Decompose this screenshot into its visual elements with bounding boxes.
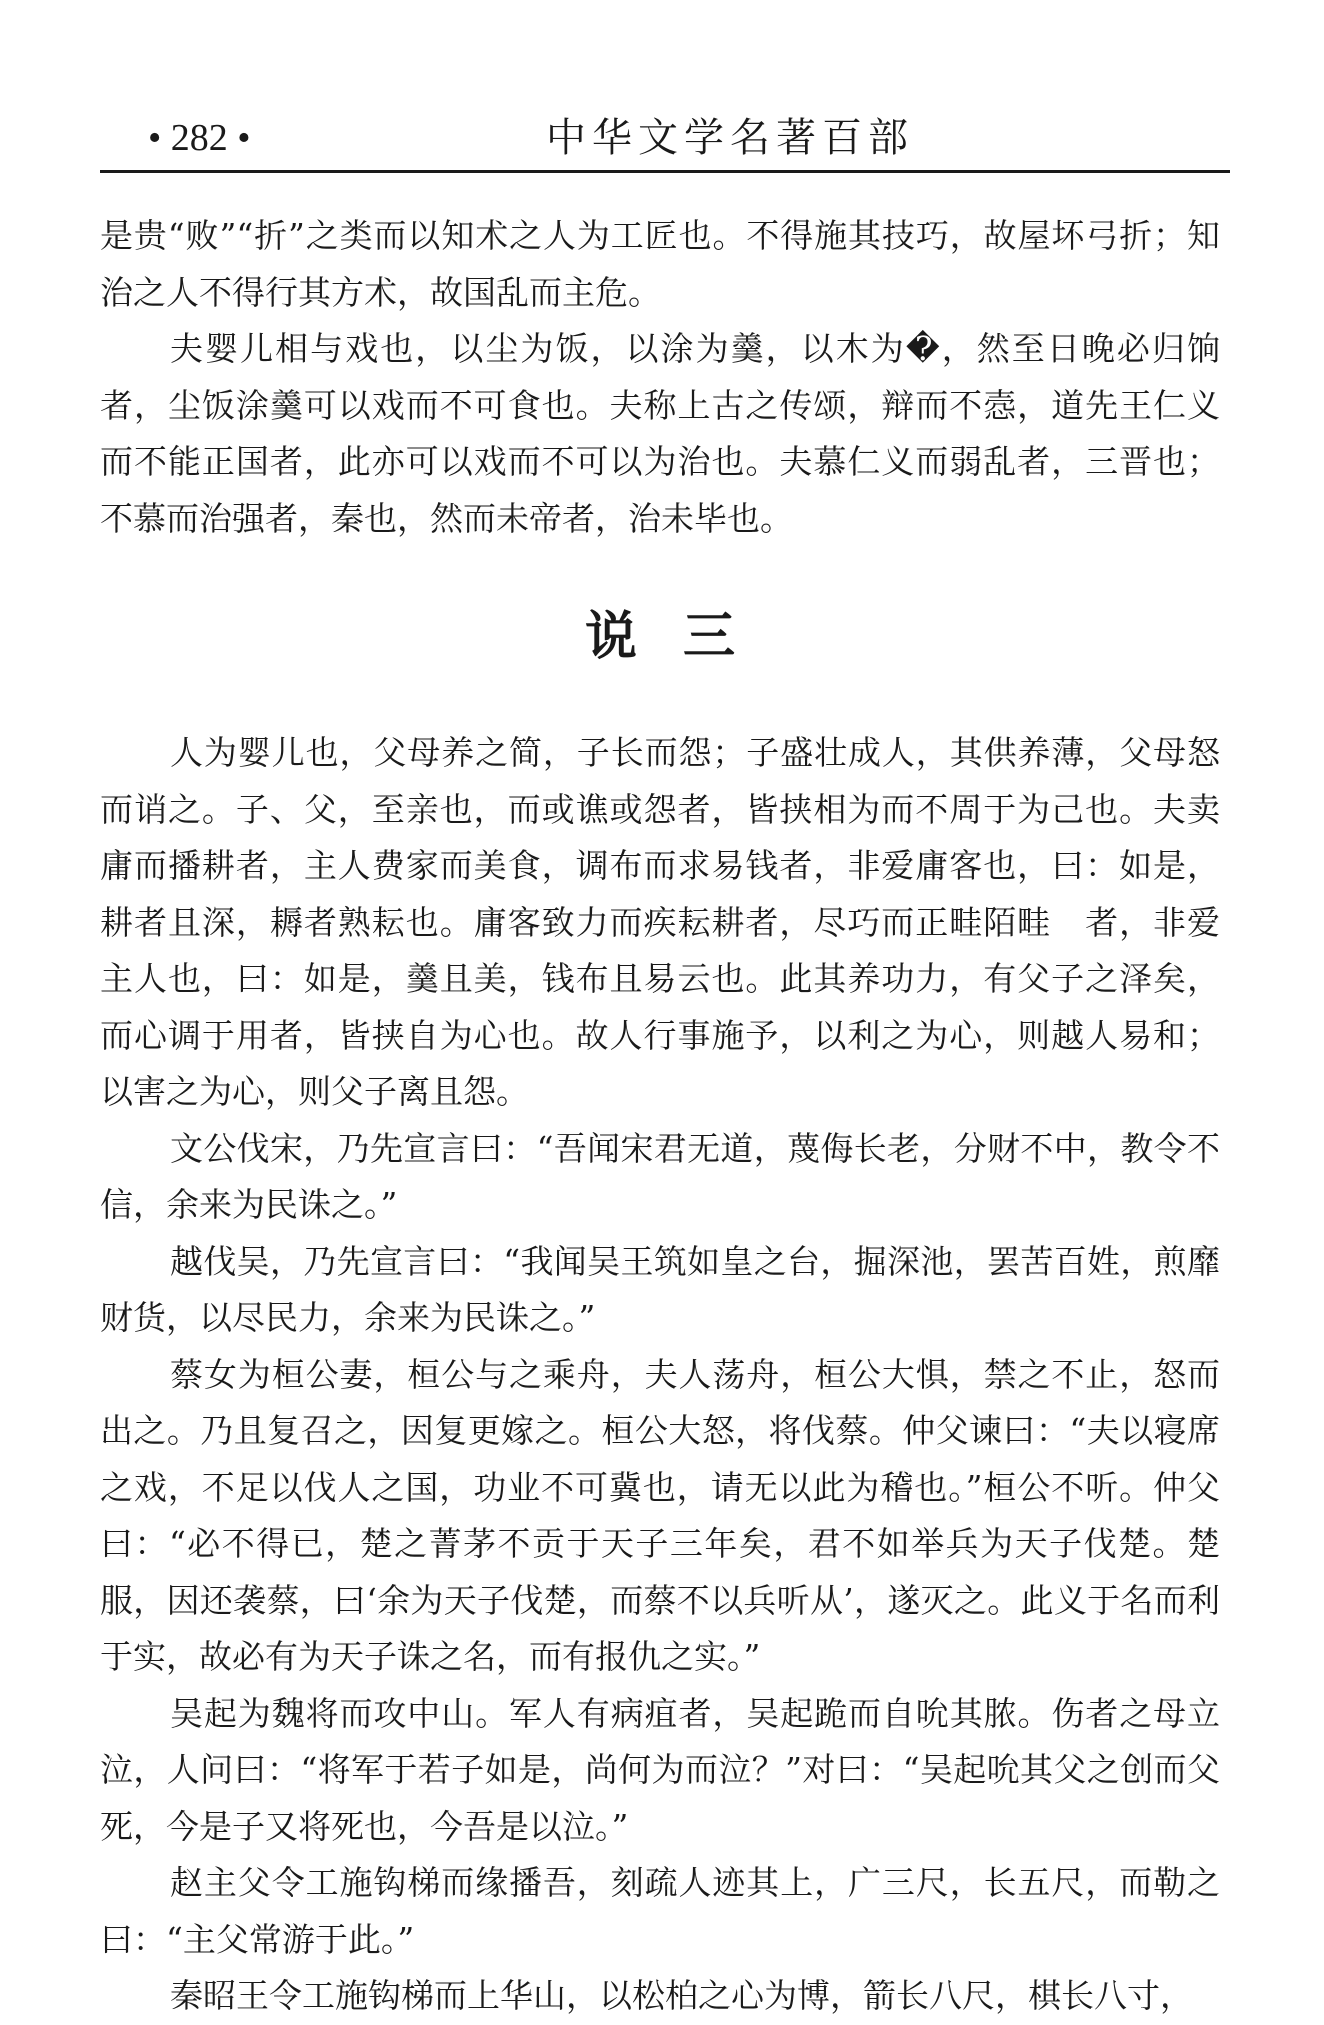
paragraph: 吴起为魏将而攻中山。军人有病疽者，吴起跪而自吮其脓。伤者之母立泣，人问曰：“将军于若子如是，尚何为而泣？”对曰：“吴起吮其父之创而父死，今是子又将死也，今吾是以泣。”	[100, 1693, 1220, 1846]
running-title: 中华文学名著百部	[546, 115, 914, 161]
paragraph: 秦昭王令工施钩梯而上华山，以松柏之心为博，箭长八尺，棋长八寸，	[170, 1976, 1193, 2015]
paragraph-group-top	[100, 208, 1220, 547]
paragraph: 人为婴儿也，父母养之简，子长而怨；子盛壮成人，其供养薄，父母怒而诮之。子、父，至亲也，而或谯或怨者，皆挟相为而不周于为己也。夫卖庸而播耕者，主人费家而美食，调布而求易钱者，非爱庸客也，曰：如是，耕者且深，耨者熟耘也。庸客致力而疾耘耕者，尽巧而正畦陌畦 者，非爱主人也，曰：如是，羹且美，钱布且易云也。此其养功力，有父子之泽矣，而心调于用者，皆挟自为心也。故人行事施予，以利之为心，则越人易和；以害之为心，则父子离且怨。	[100, 733, 1220, 1111]
page-body	[100, 208, 1220, 2025]
page-number: • 282 •	[148, 117, 251, 159]
paragraph: 是贵“败”“折”之类而以知术之人为工匠也。不得施其技巧，故屋坏弓折；知治之人不得行其方术，故国乱而主危。	[100, 216, 1220, 312]
paragraph: 蔡女为桓公妻，桓公与之乘舟，夫人荡舟，桓公大惧，禁之不止，怒而出之。乃且复召之，因复更嫁之。桓公大怒，将伐蔡。仲父谏曰：“夫以寝席之戏，不足以伐人之国，功业不可冀也，请无以此为稽也。”桓公不听。仲父曰：“必不得已，楚之菁茅不贡于天子三年矣，君不如举兵为天子伐楚。楚服，因还袭蔡，曰‘余为天子伐楚，而蔡不以兵听从’，遂灭之。此义于名而利于实，故必有为天子诛之名，而有报仇之实。”	[100, 1354, 1220, 1676]
paragraph: 夫婴儿相与戏也，以尘为饭，以涂为羹，以木为�，然至日晚必归饷者，尘饭涂羹可以戏而不可食也。夫称上古之传颂，辩而不悫，道先王仁义而不能正国者，此亦可以戏而不可以为治也。夫慕仁义而弱乱者，三晋也；不慕而治强者，秦也，然而未帝者，治未毕也。	[100, 329, 1220, 538]
paragraph: 文公伐宋，乃先宣言曰：“吾闻宋君无道，蔑侮长老，分财不中，教令不信，余来为民诛之。”	[100, 1128, 1220, 1224]
paragraph: 越伐吴，乃先宣言曰：“我闻吴王筑如皇之台，掘深池，罢苦百姓，煎靡财货，以尽民力，余来为民诛之。”	[100, 1241, 1220, 1337]
header-rule	[100, 170, 1230, 173]
paragraph: 赵主父令工施钩梯而缘播吾，刻疏人迹其上，广三尺，长五尺，而勒之曰：“主父常游于此。”	[100, 1863, 1220, 1959]
paragraph-group-bottom	[100, 725, 1220, 2025]
page-header	[100, 110, 1230, 170]
section-title: 说三	[584, 606, 781, 667]
